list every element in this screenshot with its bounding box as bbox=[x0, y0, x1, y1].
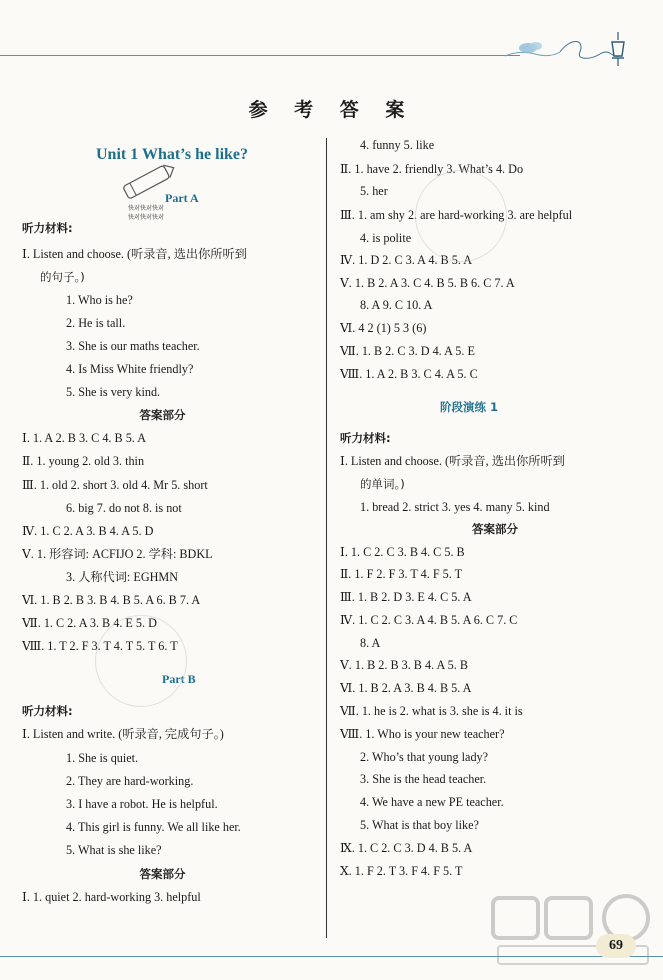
right-line: Ⅷ. 1. A 2. B 3. C 4. A 5. C bbox=[340, 367, 478, 381]
right-line: 2. Who’s that young lady? bbox=[360, 750, 489, 764]
right-line: 3. She is the head teacher. bbox=[360, 772, 487, 786]
stage-title: 阶段演练 1 bbox=[440, 400, 499, 414]
unit-title: Unit 1 What’s he like? bbox=[96, 146, 249, 163]
right-line: 1. bread 2. strict 3. yes 4. many 5. kind bbox=[360, 500, 550, 514]
left-line: Ⅰ. Listen and write. (听录音, 完成句子。) bbox=[22, 727, 224, 741]
left-line: 听力材料: bbox=[22, 704, 73, 718]
left-line: Ⅰ. 1. A 2. B 3. C 4. B 5. A bbox=[22, 431, 147, 445]
left-line: 1. Who is he? bbox=[66, 293, 133, 307]
right-line: Ⅰ. Listen and choose. (听录音, 选出你所听到 bbox=[340, 454, 565, 468]
left-line: 5. She is very kind. bbox=[66, 385, 161, 399]
left-line: 2. They are hard-working. bbox=[66, 774, 194, 788]
right-line: Ⅱ. 1. have 2. friendly 3. What’s 4. Do bbox=[340, 162, 524, 176]
right-line: 8. A 9. C 10. A bbox=[360, 298, 433, 312]
part-a-title: Part A bbox=[165, 191, 199, 205]
left-line: Ⅳ. 1. C 2. A 3. B 4. A 5. D bbox=[22, 524, 154, 538]
watermark-seal-icon bbox=[415, 170, 507, 262]
left-line: Ⅶ. 1. C 2. A 3. B 4. E 5. D bbox=[22, 616, 157, 630]
right-line: 的单词。) bbox=[360, 477, 405, 491]
right-line: 4. is polite bbox=[360, 231, 412, 245]
right-line: Ⅸ. 1. C 2. C 3. D 4. B 5. A bbox=[340, 841, 473, 855]
right-line: 5. her bbox=[360, 184, 388, 198]
right-line: 4. funny 5. like bbox=[360, 138, 435, 152]
right-line: 听力材料: bbox=[340, 431, 391, 445]
right-line: 8. A bbox=[360, 636, 381, 650]
right-line: Ⅷ. 1. Who is your new teacher? bbox=[340, 727, 505, 741]
left-line: 的句子。) bbox=[40, 270, 85, 284]
stamp-text-2: 快对快对快对 bbox=[128, 214, 165, 221]
lantern-icon bbox=[500, 28, 650, 68]
left-line: 听力材料: bbox=[22, 221, 73, 235]
watermark-logo-icon bbox=[488, 888, 658, 973]
right-line: Ⅱ. 1. F 2. F 3. T 4. F 5. T bbox=[340, 567, 463, 581]
right-line: Ⅵ. 1. B 2. A 3. B 4. B 5. A bbox=[340, 681, 472, 695]
header-rule bbox=[0, 55, 520, 56]
right-line: Ⅴ. 1. B 2. B 3. B 4. A 5. B bbox=[340, 658, 468, 672]
stamp-text-1: 快对快对快对 bbox=[128, 205, 165, 212]
left-line: Ⅲ. 1. old 2. short 3. old 4. Mr 5. short bbox=[22, 478, 208, 492]
left-line: 3. 人称代词: EGHMN bbox=[66, 570, 179, 584]
part-b-title: Part B bbox=[162, 672, 196, 686]
column-divider bbox=[326, 138, 327, 938]
left-line: 3. I have a robot. He is helpful. bbox=[66, 797, 218, 811]
left-line: Ⅰ. 1. quiet 2. hard-working 3. helpful bbox=[22, 890, 201, 904]
left-line: Ⅰ. Listen and choose. (听录音, 选出你所听到 bbox=[22, 247, 247, 261]
right-line: Ⅰ. 1. C 2. C 3. B 4. C 5. B bbox=[340, 545, 465, 559]
left-line: 1. She is quiet. bbox=[66, 751, 139, 765]
left-line: 2. He is tall. bbox=[66, 316, 126, 330]
right-line: Ⅲ. 1. am shy 2. are hard-working 3. are helpful bbox=[340, 208, 573, 222]
right-line: Ⅶ. 1. B 2. C 3. D 4. A 5. E bbox=[340, 344, 475, 358]
left-line: 5. What is she like? bbox=[66, 843, 162, 857]
left-line: 4. Is Miss White friendly? bbox=[66, 362, 194, 376]
right-line: Ⅲ. 1. B 2. D 3. E 4. C 5. A bbox=[340, 590, 472, 604]
right-line: Ⅳ. 1. C 2. C 3. A 4. B 5. A 6. C 7. C bbox=[340, 613, 518, 627]
page-title: 参 考 答 案 bbox=[248, 99, 415, 121]
answers-label-stage: 答案部分 bbox=[472, 522, 518, 536]
right-line: Ⅴ. 1. B 2. A 3. C 4. B 5. B 6. C 7. A bbox=[340, 276, 515, 290]
left-line: 4. This girl is funny. We all like her. bbox=[66, 820, 241, 834]
left-line: 6. big 7. do not 8. is not bbox=[66, 501, 182, 515]
answers-label-a: 答案部分 bbox=[139, 408, 186, 422]
page-number: 69 bbox=[596, 934, 636, 958]
answers-label-b: 答案部分 bbox=[139, 867, 186, 881]
right-line: 4. We have a new PE teacher. bbox=[360, 795, 504, 809]
left-line: 3. She is our maths teacher. bbox=[66, 339, 200, 353]
right-line: Ⅹ. 1. F 2. T 3. F 4. F 5. T bbox=[340, 864, 463, 878]
right-line: Ⅳ. 1. D 2. C 3. A 4. B 5. A bbox=[340, 253, 473, 267]
footer-rule bbox=[0, 956, 663, 957]
right-line: Ⅵ. 4 2 (1) 5 3 (6) bbox=[340, 321, 427, 335]
left-line: Ⅵ. 1. B 2. B 3. B 4. B 5. A 6. B 7. A bbox=[22, 593, 201, 607]
right-line: 5. What is that boy like? bbox=[360, 818, 479, 832]
watermark-seal-icon bbox=[95, 615, 187, 707]
left-line: Ⅷ. 1. T 2. F 3. T 4. T 5. T 6. T bbox=[22, 639, 178, 653]
right-line: Ⅶ. 1. he is 2. what is 3. she is 4. it is bbox=[340, 704, 523, 718]
left-line: Ⅴ. 1. 形容词: ACFIJO 2. 学科: BDKL bbox=[22, 547, 213, 561]
left-line: Ⅱ. 1. young 2. old 3. thin bbox=[22, 454, 145, 468]
